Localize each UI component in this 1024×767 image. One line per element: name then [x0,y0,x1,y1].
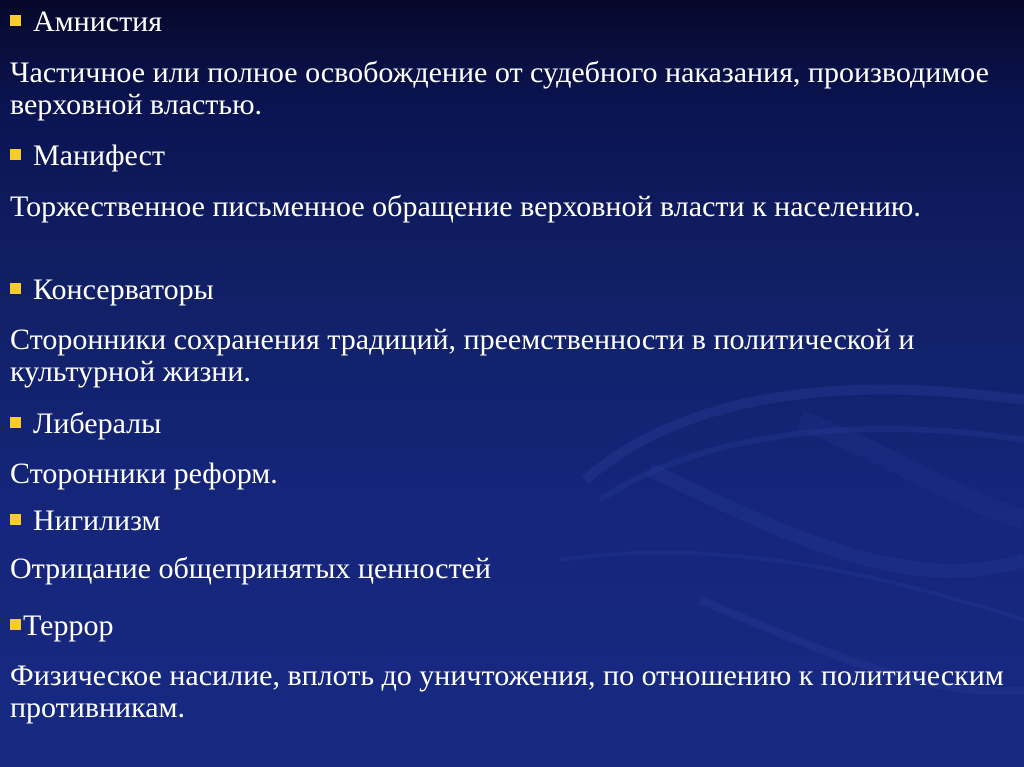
definition-amnesty: Частичное или полное освобождение от судебного наказания, производимое верховной властью. [10,56,989,121]
definition-terror: Физическое насилие, вплоть до уничтожения, по отношению к политическим противникам. [10,659,1004,724]
definition-conservatives: Сторонники сохранения традиций, преемственности в политической и культурной жизни. [10,323,915,388]
term-label: Либералы [33,407,162,440]
definition-nihilism: Отрицание общепринятых ценностей [10,552,491,585]
definition-liberals: Сторонники реформ. [10,457,278,490]
square-bullet-icon [10,417,21,428]
term-label: Амнистия [33,5,163,38]
square-bullet-icon [10,514,21,525]
term-amnesty [10,6,162,38]
term-label: Манифест [33,139,166,172]
term-manifesto [10,140,165,172]
term-liberals [10,408,161,440]
term-label: Нигилизм [33,504,161,537]
square-bullet-icon [10,619,21,630]
definition-manifesto: Торжественное письменное обращение верховной власти к населению. [10,190,921,223]
term-nihilism [10,505,161,537]
square-bullet-icon [10,283,21,294]
square-bullet-icon [10,149,21,160]
term-conservatives [10,274,214,306]
term-label: Террор [23,609,114,642]
term-terror [10,610,114,642]
square-bullet-icon [10,15,21,26]
term-label: Консерваторы [33,273,214,306]
